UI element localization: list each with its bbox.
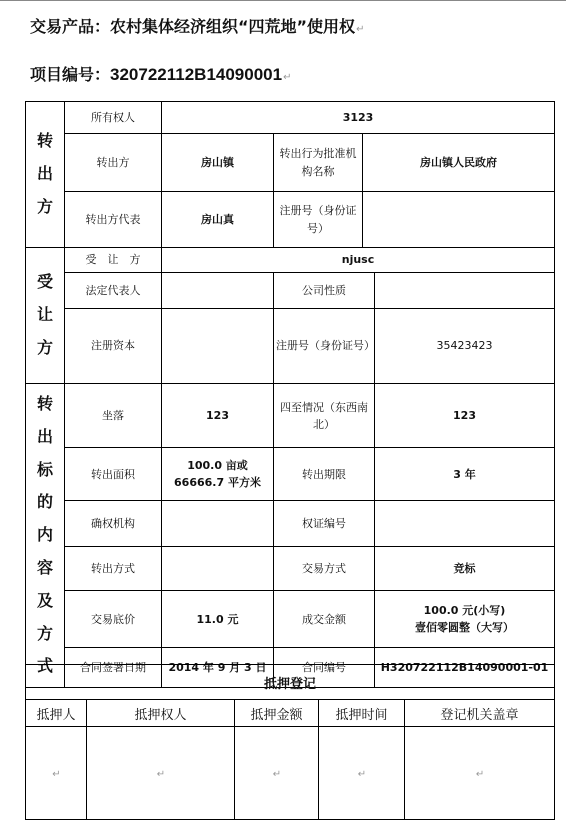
boundary-label: 四至情况（东西南北） <box>274 384 375 448</box>
legal-rep-value <box>162 273 274 309</box>
mortgage-amount-header: 抵押金额 <box>235 700 319 727</box>
project-number: 320722112B14090001 <box>110 65 283 84</box>
transferor-reg-value <box>363 192 555 248</box>
transferee-label: 受 让 方 <box>65 248 162 273</box>
sign-date-value: 2014 年 9 月 3 日 <box>162 648 274 687</box>
transferor-reg-label: 注册号（身份证号） <box>274 192 363 248</box>
mortgagor-header: 抵押人 <box>26 700 87 727</box>
contract-no-value: H320722112B14090001-01 <box>375 648 555 687</box>
deal-amount-label: 成交金额 <box>274 590 375 647</box>
trade-method-label: 交易方式 <box>274 547 375 591</box>
product-value: 农村集体经济组织“四荒地”使用权 <box>110 17 356 36</box>
mortgage-title: 抵押登记 <box>26 665 555 700</box>
approval-org-label: 转出行为批准机构名称 <box>274 134 363 192</box>
mortgagor-cell: ↵ <box>26 727 87 820</box>
transfer-info-table <box>25 101 555 688</box>
term-label: 转出期限 <box>274 448 375 501</box>
base-price-value: 11.0 元 <box>162 590 274 647</box>
base-price-label: 交易底价 <box>65 590 162 647</box>
transferor-value: 房山镇 <box>162 134 274 192</box>
mortgage-amount-cell: ↵ <box>235 727 319 820</box>
area-value: 100.0 亩或 66666.7 平方米 <box>162 448 274 501</box>
owner-label: 所有权人 <box>65 102 162 134</box>
transferee-value: njusc <box>162 248 555 273</box>
boundary-value: 123 <box>375 384 555 448</box>
project-label: 项目编号： <box>30 65 111 84</box>
mortgagee-cell: ↵ <box>87 727 235 820</box>
cert-org-value <box>162 501 274 547</box>
deal-amount-value: 100.0 元(小写) 壹佰零圆整（大写） <box>375 590 555 647</box>
method-value <box>162 547 274 591</box>
capital-label: 注册资本 <box>65 309 162 384</box>
cert-org-label: 确权机构 <box>65 501 162 547</box>
transferee-section-label: 受 让 方 <box>26 248 65 384</box>
approval-org-value: 房山镇人民政府 <box>363 134 555 192</box>
product-heading: 交易产品：农村集体经济组织“四荒地”使用权↵ <box>30 17 365 36</box>
cert-no-label: 权证编号 <box>274 501 375 547</box>
transferee-reg-label: 注册号（身份证号） <box>274 309 375 384</box>
capital-value <box>162 309 274 384</box>
location-value: 123 <box>162 384 274 448</box>
location-label: 坐落 <box>65 384 162 448</box>
area-label: 转出面积 <box>65 448 162 501</box>
registry-seal-cell: ↵ <box>405 727 555 820</box>
cert-no-value <box>375 501 555 547</box>
term-value: 3 年 <box>375 448 555 501</box>
product-label: 交易产品： <box>30 17 111 36</box>
mortgage-time-header: 抵押时间 <box>319 700 405 727</box>
company-type-value <box>375 273 555 309</box>
method-label: 转出方式 <box>65 547 162 591</box>
top-border <box>0 0 566 1</box>
transferor-label: 转出方 <box>65 134 162 192</box>
mortgagee-header: 抵押权人 <box>87 700 235 727</box>
mortgage-time-cell: ↵ <box>319 727 405 820</box>
transferee-reg-value: 35423423 <box>375 309 555 384</box>
legal-rep-label: 法定代表人 <box>65 273 162 309</box>
transferor-rep-value: 房山真 <box>162 192 274 248</box>
company-type-label: 公司性质 <box>274 273 375 309</box>
mortgage-registration-table <box>25 664 555 820</box>
owner-value: 3123 <box>162 102 555 134</box>
transferor-section-label: 转 出 方 <box>26 102 65 248</box>
transferor-rep-label: 转出方代表 <box>65 192 162 248</box>
contract-no-label: 合同编号 <box>274 648 375 687</box>
subject-section-label: 转 出 标 的 内 容 及 方 式 <box>26 384 65 688</box>
registry-seal-header: 登记机关盖章 <box>405 700 555 727</box>
project-heading: 项目编号：320722112B14090001↵ <box>30 65 292 84</box>
sign-date-label: 合同签署日期 <box>65 648 162 687</box>
trade-method-value: 竞标 <box>375 547 555 591</box>
